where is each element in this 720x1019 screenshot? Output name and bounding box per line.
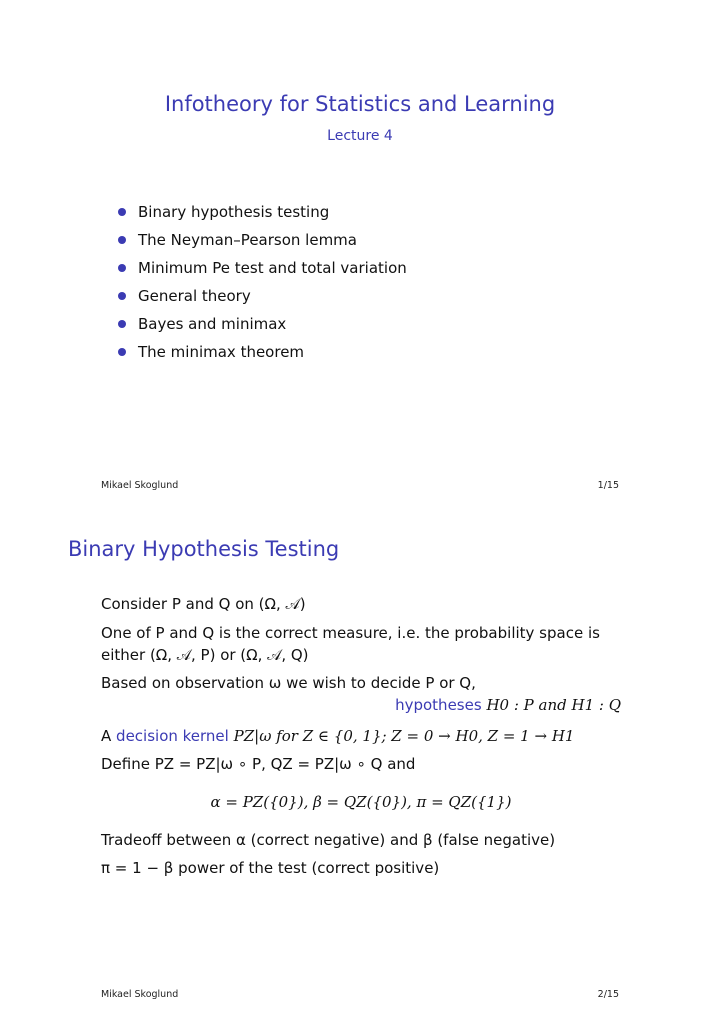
hypotheses-label: hypotheses: [395, 696, 482, 714]
outline-item: General theory: [118, 282, 407, 310]
decision-kernel-label: decision kernel: [116, 727, 229, 745]
hypotheses-math: H0 : P and H1 : Q: [486, 696, 621, 714]
footer-author: Mikael Skoglund: [101, 480, 179, 491]
bullet-icon: [118, 320, 126, 328]
slide-title: Binary Hypothesis Testing: [68, 537, 340, 561]
slide-body: [101, 590, 621, 882]
text-line: Consider P and Q on (Ω, 𝒜): [101, 595, 306, 613]
text-line: One of P and Q is the correct measure, i.e. the probability space is: [101, 624, 600, 642]
outline-item: Minimum Pe test and total variation: [118, 254, 407, 282]
footer-page-number: 1/15: [597, 480, 619, 491]
text-line: Tradeoff between α (correct negative) and β (false negative): [101, 831, 556, 849]
bullet-icon: [118, 208, 126, 216]
slide-2: [0, 509, 720, 1019]
equation: α = PZ({0}), β = QZ({0}), π = QZ({1}): [210, 793, 512, 811]
bullet-icon: [118, 236, 126, 244]
footer-author: Mikael Skoglund: [101, 989, 179, 1000]
footer-page-number: 2/15: [597, 989, 619, 1000]
outline-item: The minimax theorem: [118, 338, 407, 366]
bullet-icon: [118, 264, 126, 272]
bullet-icon: [118, 292, 126, 300]
outline-list: [118, 198, 407, 366]
decision-kernel-line: A decision kernel PZ|ω for Z ∈ {0, 1}; Z = 0 → H0, Z = 1 → H1: [101, 727, 575, 745]
bullet-icon: [118, 348, 126, 356]
text-line: π = 1 − β power of the test (correct positive): [101, 859, 440, 877]
hypotheses-line: [101, 694, 621, 716]
text-line: Define PZ = PZ|ω ∘ P, QZ = PZ|ω ∘ Q and: [101, 755, 416, 773]
slide-1: [0, 0, 720, 509]
text-line: either (Ω, 𝒜, P) or (Ω, 𝒜, Q): [101, 646, 309, 664]
lecture-title: Infotheory for Statistics and Learning: [164, 92, 556, 116]
outline-item: Binary hypothesis testing: [118, 198, 407, 226]
lecture-subtitle: Lecture 4: [327, 128, 393, 144]
outline-item: Bayes and minimax: [118, 310, 407, 338]
text-line: Based on observation ω we wish to decide P or Q,: [101, 674, 476, 692]
outline-item: The Neyman–Pearson lemma: [118, 226, 407, 254]
